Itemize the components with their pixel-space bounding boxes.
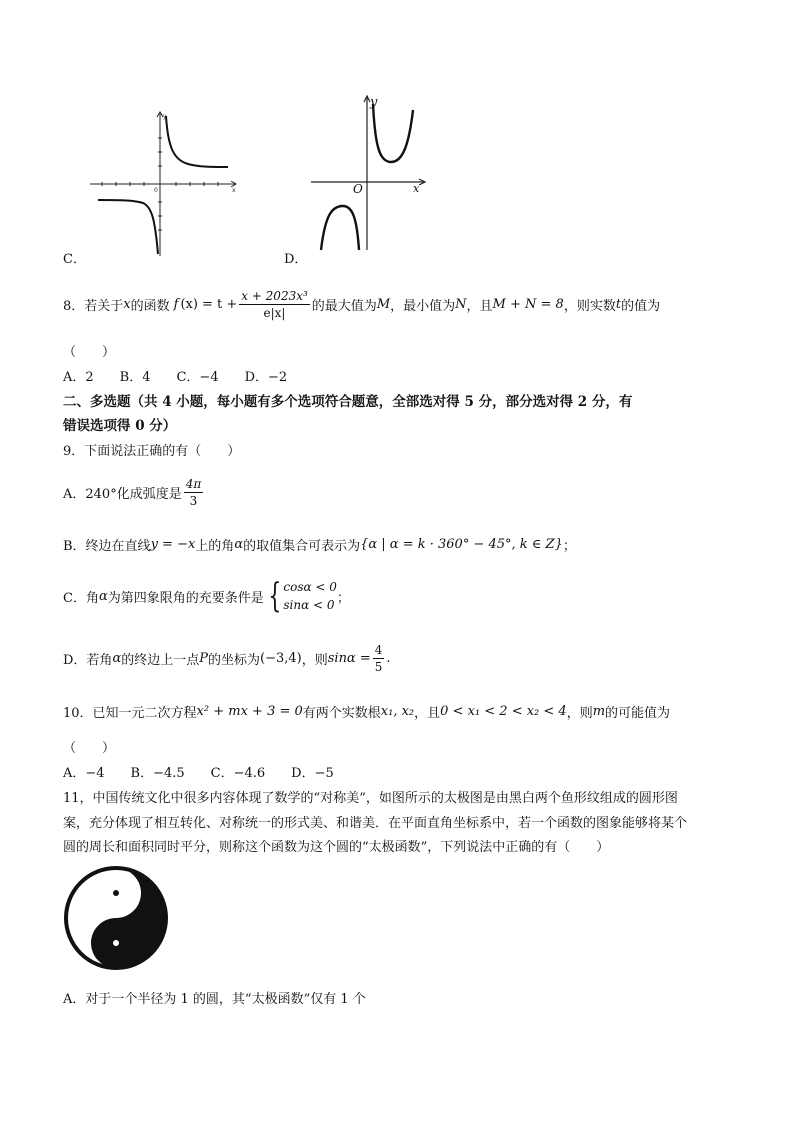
q8-blank: （ ） xyxy=(63,345,116,360)
q8-fraction: $\frac{\text{x + 2023x³}}{e|x|}$ xyxy=(241,289,308,320)
q9-a-fraction: $\frac{4\pi}{3}$ xyxy=(185,477,202,508)
graph-c xyxy=(88,108,240,258)
q9-option-c: C．角 α 为第四象限角的充要条件是 { cosα < 0 sinα < 0 ； xyxy=(63,576,350,616)
section2-line2: 错误选项得 0 分） xyxy=(63,418,177,434)
q10-choices: A．−4 B．−4.5 C．−4.6 D．−5 xyxy=(63,766,334,781)
svg-text:0: 0 xyxy=(154,187,158,194)
graph-d-y-label: y xyxy=(370,95,378,110)
q11-option-a: A．对于一个半径为 1 的圆，其“太极函数”仅有 1 个 xyxy=(63,992,366,1007)
graph-d-origin-label: O xyxy=(353,182,363,196)
option-c-label: C． xyxy=(63,252,86,267)
q8-choices: A．2 B．4 C．−4 D．−2 xyxy=(63,370,288,385)
taiji-figure xyxy=(64,866,168,970)
svg-text:y: y xyxy=(163,113,167,120)
graph-d xyxy=(305,92,435,252)
q9-option-d: D．若角 α 的终边上一点 P 的坐标为 (−3,4) ，则 sinα = $\frac{4}{5}$ . xyxy=(63,643,391,674)
q9-option-a: A．240°化成弧度是 $\frac{4\pi}{3}$ xyxy=(63,477,202,508)
q11-line1: 11，中国传统文化中很多内容体现了数学的“对称美”，如图所示的太极图是由黑白两个鱼形纹组成的圆形图 xyxy=(63,791,678,806)
q8-stem: 8．若关于 x 的函数 f (x) = t + $\frac{\text{x + 2023x³}}{e|x|}$ 的最大值为 M ，最小值为 N ，且 M + N = 8 ，则实数 t 的值为 xyxy=(63,289,661,320)
q10-stem: 10．已知一元二次方程 x² + mx + 3 = 0 有两个实数根 x₁, x₂ ，且 0 < x₁ < 2 < x₂ < 4 ，则 m 的可能值为 xyxy=(63,704,671,721)
section2-line1: 二、多选题（共 4 小题，每小题有多个选项符合题意，全部选对得 5 分，部分选对得 2 分，有 xyxy=(63,394,633,410)
svg-text:x: x xyxy=(232,187,236,194)
graph-d-x-label: x xyxy=(413,182,420,195)
q11-line3: 圆的周长和面积同时平分，则称这个函数为这个圆的“太极函数”，下列说法中正确的有（ ） xyxy=(63,840,610,855)
q9-c-system: { cosα < 0 sinα < 0 xyxy=(268,576,337,616)
q9-stem: 9．下面说法正确的有（ ） xyxy=(63,444,241,459)
option-d-label: D． xyxy=(284,252,308,267)
q11-line2: 案，充分体现了相互转化、对称统一的形式美、和谐美．在平面直角坐标系中，若一个函数的图象能够将某个 xyxy=(63,816,688,831)
q10-blank: （ ） xyxy=(63,741,116,756)
q9-d-fraction: $\frac{4}{5}$ xyxy=(374,643,383,674)
q9-option-b: B．终边在直线 y = −x 上的角 α 的取值集合可表示为 {α | α = k · 360° − 45°, k ∈ Z} ； xyxy=(63,537,576,554)
